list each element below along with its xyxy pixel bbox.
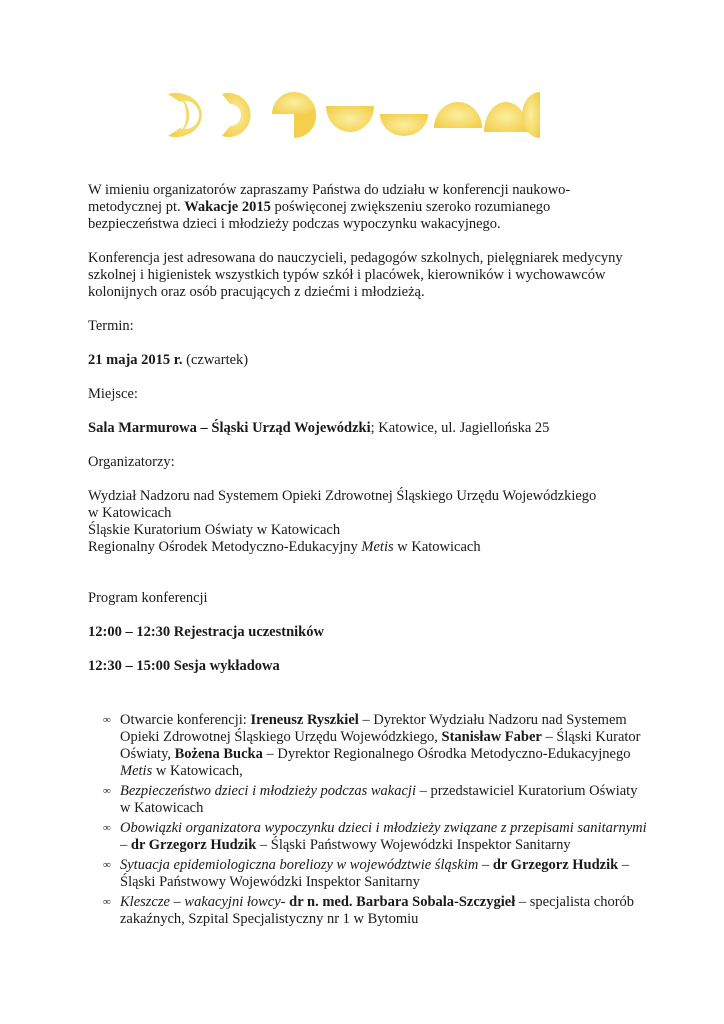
termin-label: Termin: (88, 318, 134, 334)
program-slot-2: 12:30 – 15:00 Sesja wykładowa (88, 658, 280, 674)
intro-paragraph-2: Konferencja jest adresowana do nauczycieli, pedagogów szkolnych, pielęgniarek medycyny szkolnej i higienistek wszystkich typów szkół i placówek, kierowników i wychowawców kolonijnych oraz osób pracujących z dziećmi i młodzieżą. (88, 250, 623, 300)
logo-shape-4 (326, 106, 374, 132)
logo-shape-5 (380, 114, 428, 136)
intro-paragraph-1: W imieniu organizatorów zapraszamy Państwa do udziału w konferencji naukowo- metodycznej pt. Wakacje 2015 poświęconej zwiększeniu szeroko rozumianego bezpieczeństwa dzieci i młodzieży podczas wypoczynku wakacyjnego. (88, 182, 571, 232)
list-item: ∞ Bezpieczeństwo dzieci i młodzieży podczas wakacji – przedstawiciel Kuratorium Oświaty w Katowicach (103, 783, 638, 816)
logo-shape-6 (434, 102, 482, 128)
list-item: ∞ Obowiązki organizatora wypoczynku dzieci i młodzieży związane z przepisami sanitarnymi – dr Grzegorz Hudzik – Śląski Państwowy Wojewódzki Inspektor Sanitarny (103, 820, 647, 853)
logo-shape-3b (294, 114, 316, 138)
conference-title: Wakacje 2015 (184, 199, 271, 215)
document-body (88, 182, 648, 675)
infinity-bullet-icon: ∞ (103, 785, 111, 797)
infinity-bullet-icon: ∞ (103, 896, 111, 908)
list-item: ∞ Otwarcie konferencji: Ireneusz Ryszkiel – Dyrektor Wydziału Nadzoru nad Systemem Opieki Zdrowotnej Śląskiego Urzędu Wojewódzkiego, Stanisław Faber – Śląski Kurator Oświaty, Bożena Bucka – Dyrektor Regionalnego Ośrodka Metodyczno-Edukacyjnego Metis w Katowicach, (103, 712, 641, 779)
logo-shape-1b (168, 93, 202, 137)
wakacje-logo (166, 88, 558, 140)
infinity-bullet-icon: ∞ (103, 714, 111, 726)
miejsce-value: Sala Marmurowa – Śląski Urząd Wojewódzki; Katowice, ul. Jagiellońska 25 (88, 420, 550, 436)
program-list (103, 712, 648, 931)
logo-shape-2 (222, 93, 251, 137)
program-label: Program konferencji (88, 590, 208, 606)
logo-shape-3 (272, 92, 316, 114)
logo-shape-7 (484, 102, 528, 132)
miejsce-label: Miejsce: (88, 386, 138, 402)
organizatorzy-list: Wydział Nadzoru nad Systemem Opieki Zdrowotnej Śląskiego Urzędu Wojewódzkiego w Katowicach Śląskie Kuratorium Oświaty w Katowicach Regionalny Ośrodek Metodyczno-Edukacyjny Metis w Katowicach (88, 488, 597, 555)
infinity-bullet-icon: ∞ (103, 859, 111, 871)
organizatorzy-label: Organizatorzy: (88, 454, 175, 470)
termin-value: 21 maja 2015 r. (czwartek) (88, 352, 249, 368)
program-slot-1: 12:00 – 12:30 Rejestracja uczestników (88, 624, 324, 640)
list-item: ∞ Kleszcze – wakacyjni łowcy- dr n. med. Barbara Sobala-Szczygieł – specjalista chorób zakaźnych, Szpital Specjalistyczny nr 1 w Bytomiu (103, 894, 635, 927)
list-item: ∞ Sytuacja epidemiologiczna boreliozy w województwie śląskim – dr Grzegorz Hudzik – Śląski Państwowy Wojewódzki Inspektor Sanitarny (103, 857, 630, 890)
infinity-bullet-icon: ∞ (103, 822, 111, 834)
